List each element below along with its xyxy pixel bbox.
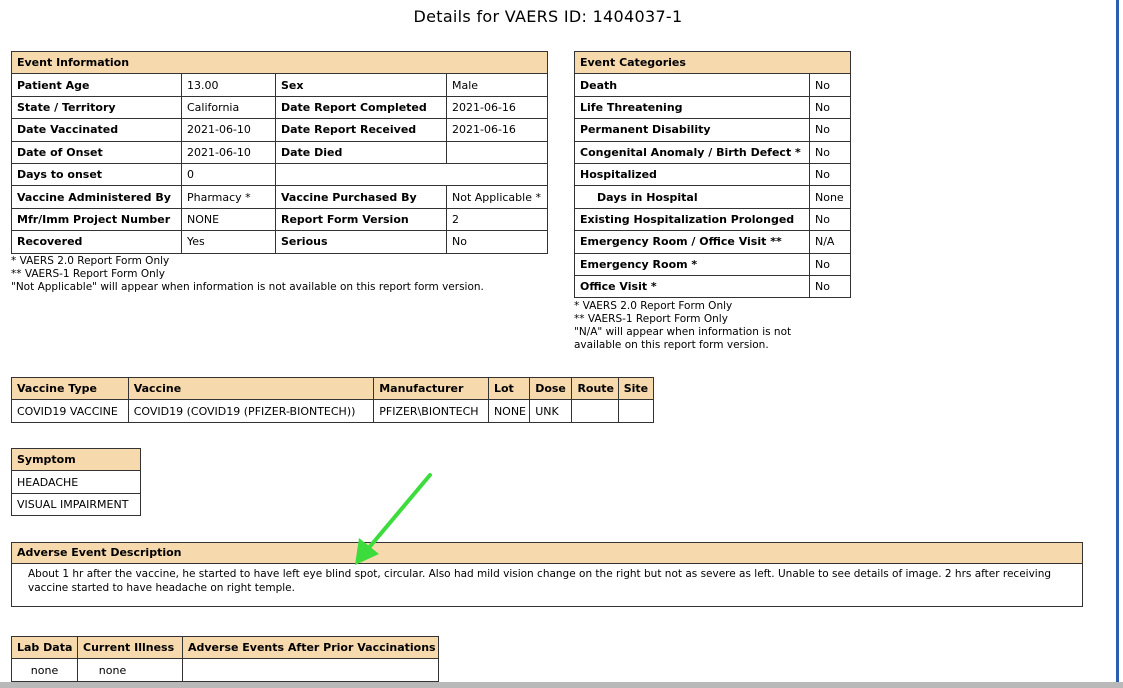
label-patient-age: Patient Age (12, 74, 182, 96)
table-row (575, 186, 851, 208)
column-header: Symptom (12, 449, 141, 471)
label-office-visit: Office Visit * (575, 275, 810, 297)
table-row (12, 163, 548, 185)
label-death: Death (575, 74, 810, 96)
symptom-item: HEADACHE (12, 471, 141, 493)
value-vaccine-type: COVID19 VACCINE (12, 400, 129, 422)
value-death: No (810, 74, 851, 96)
label-emergency-room: Emergency Room * (575, 253, 810, 275)
column-header: Route (572, 378, 618, 400)
table-row (12, 231, 548, 253)
label-mfr-project-number: Mfr/Imm Project Number (12, 208, 182, 230)
event-categories-header: Event Categories (575, 52, 851, 74)
column-header: Vaccine (128, 378, 374, 400)
adverse-event-header: Adverse Event Description (12, 543, 1082, 564)
table-row (12, 186, 548, 208)
column-header: Vaccine Type (12, 378, 129, 400)
label-date-report-completed: Date Report Completed (276, 96, 447, 118)
window-edge (1116, 0, 1119, 688)
horizontal-scrollbar[interactable] (0, 682, 1123, 688)
column-header: Site (618, 378, 653, 400)
value-days-in-hospital: None (810, 186, 851, 208)
table-row (12, 208, 548, 230)
table-row (575, 96, 851, 118)
value-er-office-visit: N/A (810, 231, 851, 253)
value-state: California (182, 96, 276, 118)
table-row (575, 119, 851, 141)
table-row (575, 141, 851, 163)
value-current-illness: none (78, 659, 183, 681)
value-vaccine-purchased-by: Not Applicable * (447, 186, 548, 208)
table-row (12, 471, 141, 493)
table-row (12, 493, 141, 515)
value-existing-hospitalization-prolonged: No (810, 208, 851, 230)
event-information-table (11, 51, 548, 254)
value-date-vaccinated: 2021-06-10 (182, 119, 276, 141)
label-life-threatening: Life Threatening (575, 96, 810, 118)
label-vaccine-administered-by: Vaccine Administered By (12, 186, 182, 208)
lab-data-table (11, 636, 439, 682)
column-header: Adverse Events After Prior Vaccinations (183, 637, 439, 659)
table-row (575, 253, 851, 275)
value-hospitalized: No (810, 163, 851, 185)
vaccine-table (11, 377, 654, 423)
label-er-office-visit: Emergency Room / Office Visit ** (575, 231, 810, 253)
value-sex: Male (447, 74, 548, 96)
value-manufacturer: PFIZER\BIONTECH (374, 400, 489, 422)
label-permanent-disability: Permanent Disability (575, 119, 810, 141)
note-line: * VAERS 2.0 Report Form Only (11, 255, 170, 267)
value-report-form-version: 2 (447, 208, 548, 230)
table-row (12, 96, 548, 118)
symptom-table (11, 448, 141, 516)
value-office-visit: No (810, 275, 851, 297)
page-title: Details for VAERS ID: 1404037-1 (413, 7, 683, 26)
value-route (572, 400, 618, 422)
event-information-header: Event Information (12, 52, 548, 74)
label-date-of-onset: Date of Onset (12, 141, 182, 163)
value-date-died (447, 141, 548, 163)
value-date-of-onset: 2021-06-10 (182, 141, 276, 163)
table-row (12, 659, 439, 681)
label-hospitalized: Hospitalized (575, 163, 810, 185)
value-emergency-room: No (810, 253, 851, 275)
value-dose: UNK (530, 400, 572, 422)
value-prior-vaccination-events (183, 659, 439, 681)
label-vaccine-purchased-by: Vaccine Purchased By (276, 186, 447, 208)
value-vaccine: COVID19 (COVID19 (PFIZER-BIONTECH)) (128, 400, 374, 422)
symptom-item: VISUAL IMPAIRMENT (12, 493, 141, 515)
value-recovered: Yes (182, 231, 276, 253)
value-patient-age: 13.00 (182, 74, 276, 96)
event-categories-table (574, 51, 851, 298)
label-days-in-hospital: Days in Hospital (575, 186, 810, 208)
column-header: Lot (488, 378, 529, 400)
table-row (575, 275, 851, 297)
note-line: ** VAERS-1 Report Form Only (11, 268, 165, 280)
table-row (12, 141, 548, 163)
event-information-notes (11, 255, 484, 294)
table-row (575, 208, 851, 230)
column-header: Dose (530, 378, 572, 400)
label-date-died: Date Died (276, 141, 447, 163)
empty-cell (276, 163, 548, 185)
column-header: Current Illness (78, 637, 183, 659)
note-line: ** VAERS-1 Report Form Only (574, 313, 728, 325)
value-serious: No (447, 231, 548, 253)
value-congenital-anomaly: No (810, 141, 851, 163)
column-header: Manufacturer (374, 378, 489, 400)
annotation-arrow-icon (345, 470, 440, 570)
label-date-vaccinated: Date Vaccinated (12, 119, 182, 141)
label-state: State / Territory (12, 96, 182, 118)
value-mfr-project-number: NONE (182, 208, 276, 230)
label-recovered: Recovered (12, 231, 182, 253)
note-line: available on this report form version. (574, 339, 769, 351)
table-row (12, 74, 548, 96)
table-row (575, 74, 851, 96)
value-lot: NONE (488, 400, 529, 422)
table-row (575, 231, 851, 253)
value-life-threatening: No (810, 96, 851, 118)
adverse-event-description (11, 542, 1083, 607)
value-date-report-completed: 2021-06-16 (447, 96, 548, 118)
value-date-report-received: 2021-06-16 (447, 119, 548, 141)
value-days-to-onset: 0 (182, 163, 276, 185)
label-date-report-received: Date Report Received (276, 119, 447, 141)
label-report-form-version: Report Form Version (276, 208, 447, 230)
table-row (575, 163, 851, 185)
value-lab-data: none (12, 659, 78, 681)
value-permanent-disability: No (810, 119, 851, 141)
note-line: "Not Applicable" will appear when information is not available on this report form version. (11, 281, 484, 293)
label-days-to-onset: Days to onset (12, 163, 182, 185)
note-line: * VAERS 2.0 Report Form Only (574, 300, 733, 312)
table-row (12, 119, 548, 141)
note-line: "N/A" will appear when information is not (574, 326, 792, 338)
value-site (618, 400, 653, 422)
table-row (12, 400, 654, 422)
column-header: Lab Data (12, 637, 78, 659)
event-categories-notes (574, 300, 791, 352)
label-existing-hospitalization-prolonged: Existing Hospitalization Prolonged (575, 208, 810, 230)
label-congenital-anomaly: Congenital Anomaly / Birth Defect * (575, 141, 810, 163)
adverse-event-text: About 1 hr after the vaccine, he started to have left eye blind spot, circular. Also had mild vision change on the right but not as severe as left. Unable to see details of image. 2 hrs after receiving vaccine started to have headache on right temple. (28, 568, 1052, 594)
label-sex: Sex (276, 74, 447, 96)
label-serious: Serious (276, 231, 447, 253)
value-vaccine-administered-by: Pharmacy * (182, 186, 276, 208)
